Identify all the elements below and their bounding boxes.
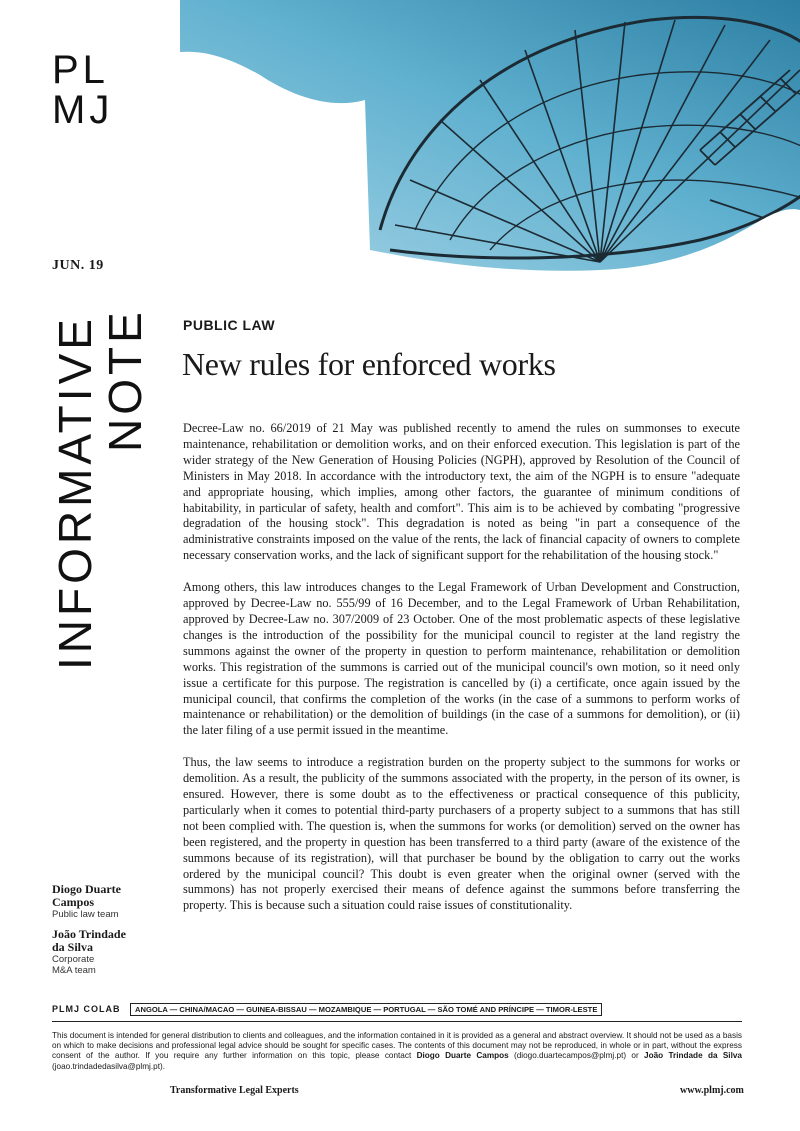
hero-dish-image (180, 0, 800, 275)
vertical-heading (49, 308, 151, 670)
colab-label: PLMJ COLAB (52, 1004, 121, 1014)
logo-row-top: PL (52, 48, 109, 92)
author-team: Public law team (52, 909, 119, 920)
page-title: New rules for enforced works (182, 346, 556, 382)
vertical-word-note: NOTE (99, 308, 151, 452)
author-team-line1: Corporate (52, 954, 95, 965)
disclaimer-text: This document is intended for general distribution to clients and colleagues, and the information contained in it is provided as a general and abstract overview. It should not be used as a basis on which to make decisions and professional legal advice should be sought for specific cases. The contents of this document may not be reproduced, in whole or in part, without the express consent of the author. If you require any further information on this topic, please contact (52, 1031, 742, 1061)
section-label: PUBLIC LAW (183, 317, 276, 333)
contact1-email[interactable]: (diogo.duartecampos@plmj.pt) or (508, 1051, 645, 1061)
author (52, 883, 162, 920)
plmj-logo (52, 50, 132, 130)
vertical-word-informative: INFORMATIVE (49, 315, 101, 670)
author (52, 928, 162, 976)
author-team-line2: M&A team (52, 965, 96, 976)
paragraph-1: Decree-Law no. 66/2019 of 21 May was published recently to amend the rules on summonses to execute maintenance, rehabilitation or demolition works, and on their enforced execution. This legislation is part of the wider strategy of the New Generation of Housing Policies (NGPH), approved by Resolution of the Council of Ministers in May 2018. In accordance with the introductory text, the aim of the NGPH is to ensure "adequate and appropriate housing, which implies, among other factors, the guarantee of minimum conditions of habitability, in particular of safety, health and comfort". This aim is to be achieved by combating "progressive degradation of the housing stock". This degradation is noted as being "in part a consequence of the administrative constraints imposed on the value of the rents, the lack of financial capacity of owners to complete necessary conservation works, and the lack of significant support for the rehabilitation of the housing stock." (183, 421, 740, 563)
contact1-name: Diogo Duarte Campos (416, 1051, 509, 1061)
countries-box: ANGOLA — CHINA/MACAO — GUINEA-BISSAU — MOZAMBIQUE — PORTUGAL — SÃO TOMÉ AND PRÍNCIPE — TIMOR-LESTE (130, 1003, 602, 1016)
paragraph-3: Thus, the law seems to introduce a registration burden on the property subject to the summons for works or demolition. As a result, the publicity of the summons associated with the property, in the person of its owner, is ensured. However, there is some doubt as to the effectiveness or practical consequence of this publicity, particularly when it comes to potential third-party purchasers of a property subject to a summons that has still not been complied with. The question is, when the summons for works (or demolition) served on the owner has been registered, and the property in question has been transferred to a third party (aware of the existence of the summons because of its registration), will that purchaser be bound by the obligation to carry out the works ordered by the municipal council? This doubt is even greater when the original owner (served with the summons) has not properly exercised their means of defence against the summons before transferring the property. This is because such a situation could raise issues of constitutionality. (183, 755, 740, 913)
authors-block (52, 883, 162, 984)
author-name-line2: da Silva (52, 940, 94, 954)
author-name-line2: Campos (52, 895, 95, 909)
disclaimer (52, 1031, 742, 1072)
tagline: Transformative Legal Experts (170, 1085, 299, 1096)
author-name-line1: Diogo Duarte (52, 882, 121, 896)
paragraph-2: Among others, this law introduces changes to the Legal Framework of Urban Development and Construction, approved by Decree-Law no. 555/99 of 16 December, and to the Legal Framework of Urban Rehabilitation, approved by Decree-Law no. 307/2009 of 23 October. One of the most problematic aspects of these legislative changes is the introduction of the possibility for the municipal council to register at the land registry the summons against the owner of the property in question to perform maintenance, rehabilitation or demolition works. This registration of the summons is carried out of the municipal council's own motion, so it need only issue a certificate for this purpose. The registration is cancelled by (i) a certificate, once again issued by the municipal council, that confirms the completion of the works (in the case of a summons to perform works of maintenance or rehabilitation) or the demolition of buildings (in the case of a summons for demolition), or (ii) the later filing of a use permit issued in the meantime. (183, 580, 740, 738)
logo-row-bottom: MJ (52, 88, 114, 132)
article-body (183, 421, 740, 930)
publication-date: JUN. 19 (52, 258, 104, 273)
contact2-email[interactable]: (joao.trindadedasilva@plmj.pt). (52, 1061, 165, 1071)
footer-divider (52, 1021, 742, 1022)
website-link[interactable]: www.plmj.com (680, 1085, 744, 1096)
author-name-line1: João Trindade (52, 927, 126, 941)
contact2-name: João Trindade da Silva (644, 1051, 742, 1061)
